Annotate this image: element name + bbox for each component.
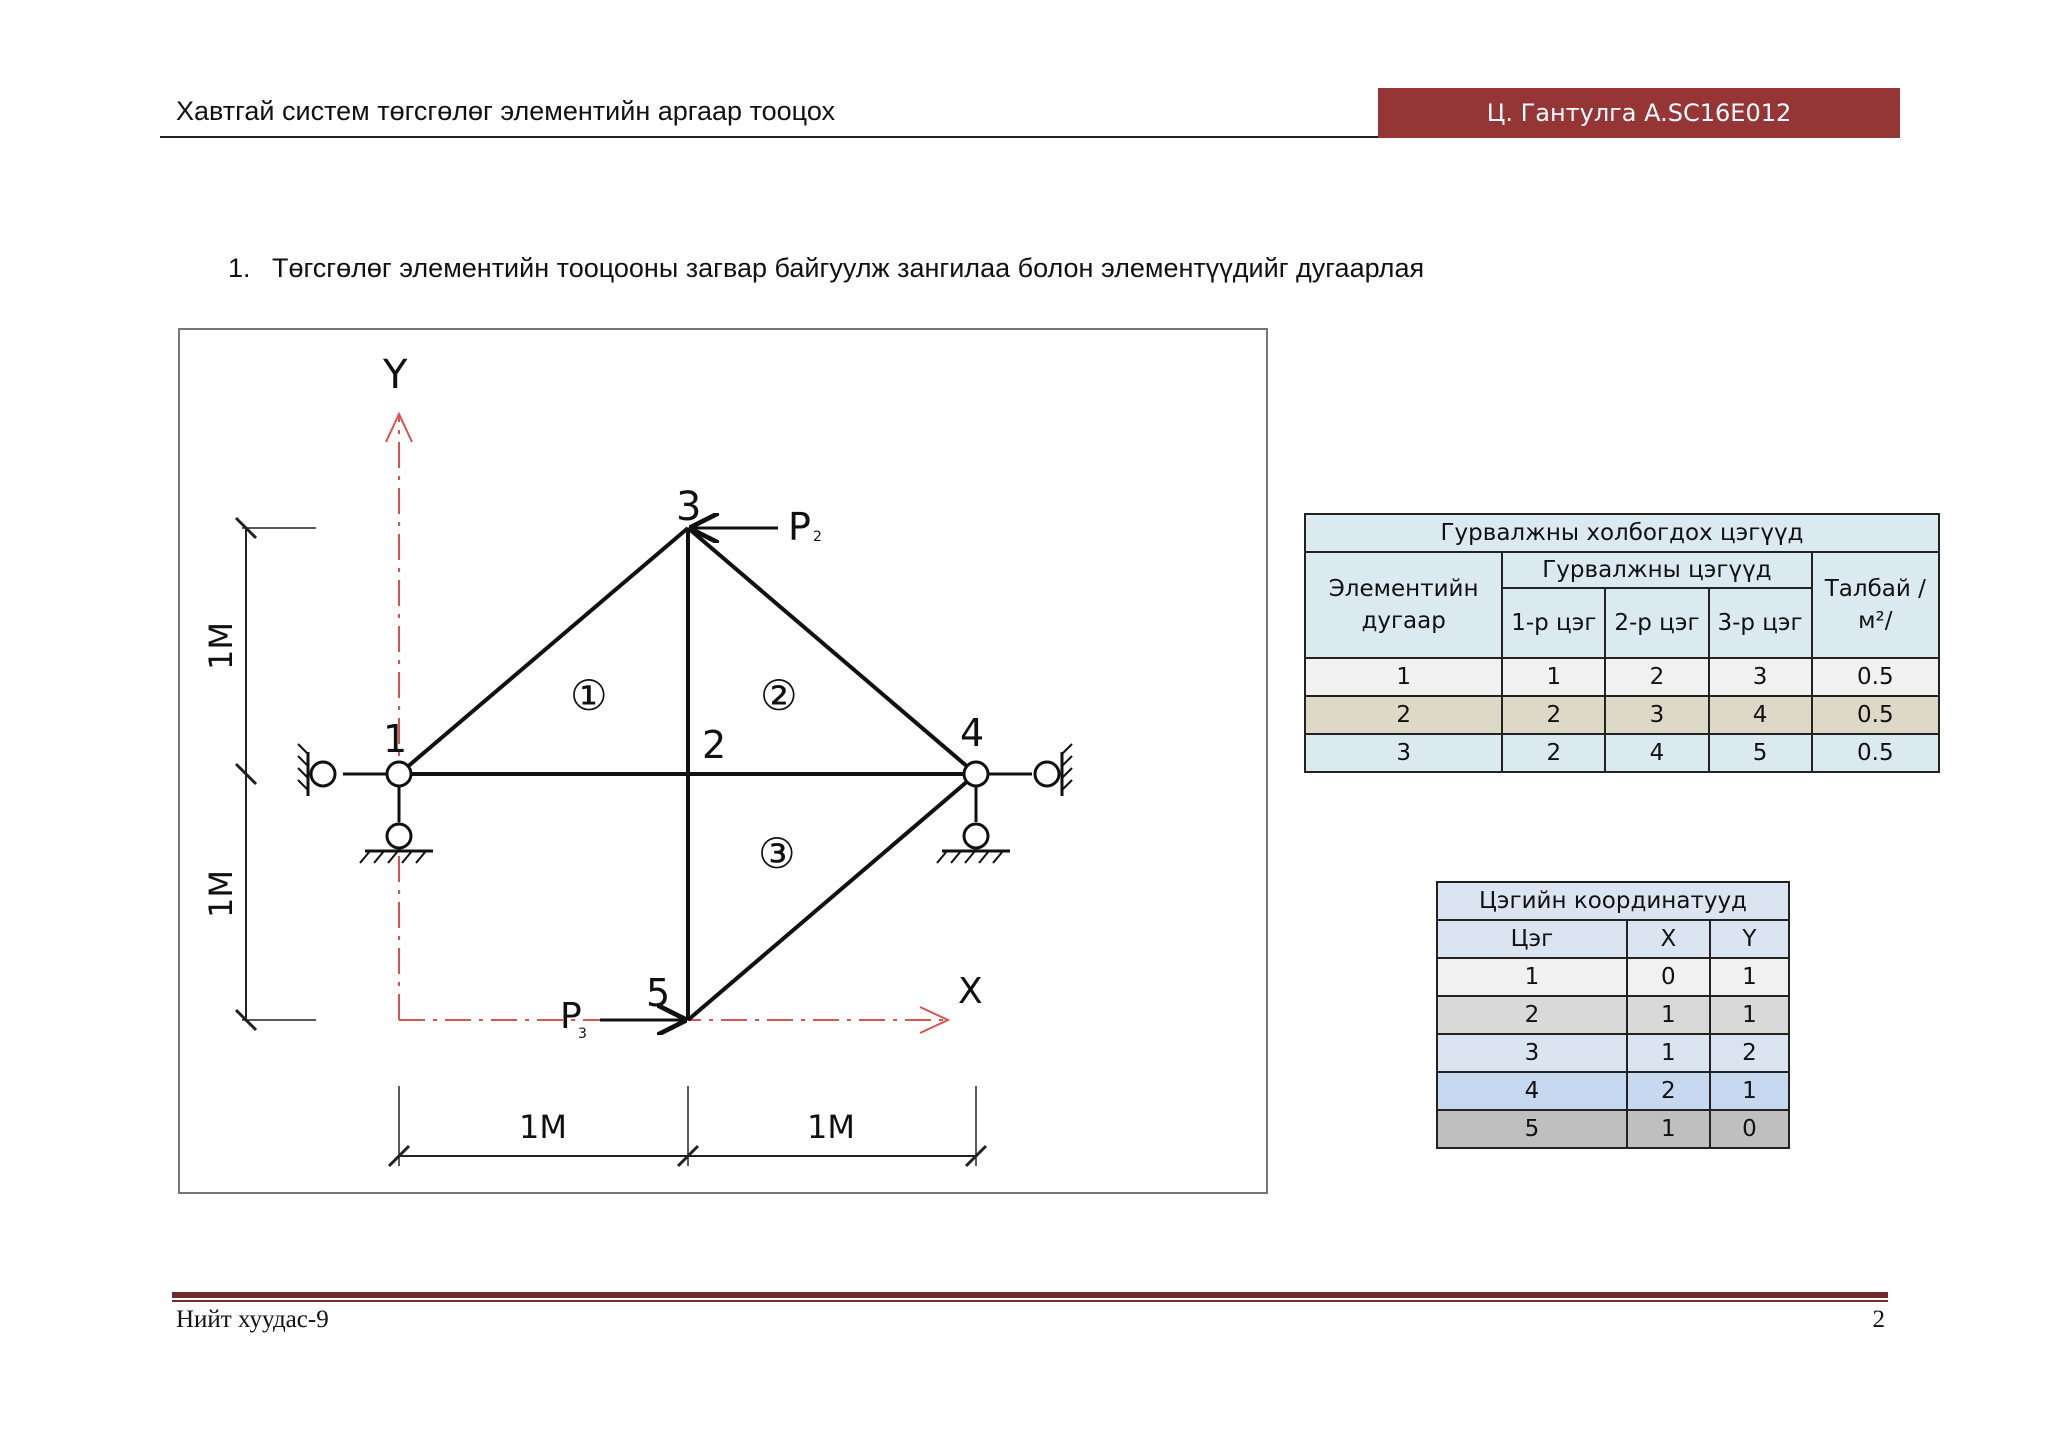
load-p2-subscript: 2 bbox=[813, 529, 822, 545]
table-cell: 2 bbox=[1305, 696, 1502, 734]
element-connectivity-table bbox=[1304, 513, 1940, 773]
col-header-point-2: 2-р цэг bbox=[1605, 588, 1708, 658]
node-3-label: 3 bbox=[676, 484, 702, 530]
hatch bbox=[951, 851, 961, 863]
table-cell: 2 bbox=[1502, 696, 1605, 734]
table-cell: 5 bbox=[1709, 734, 1812, 772]
table-cell: 3 bbox=[1709, 658, 1812, 696]
support-pin-icon bbox=[964, 824, 988, 848]
table-row bbox=[1305, 658, 1939, 696]
table-cell: 2 bbox=[1627, 1072, 1710, 1110]
element-2-label: ② bbox=[760, 671, 798, 720]
truss-diagram bbox=[180, 330, 1266, 1192]
table-cell: 1 bbox=[1305, 658, 1502, 696]
hatch bbox=[937, 851, 947, 863]
footer-divider-thin bbox=[172, 1300, 1888, 1302]
table-cell: 1 bbox=[1627, 996, 1710, 1034]
col-header-element: Элементийн дугаар bbox=[1305, 552, 1502, 658]
hatch bbox=[402, 851, 412, 863]
dim-horizontal-left-label: 1M bbox=[519, 1108, 567, 1146]
node-5-label: 5 bbox=[646, 971, 671, 1015]
dim-horizontal-right-label: 1M bbox=[807, 1108, 855, 1146]
col-header-point: Цэг bbox=[1437, 920, 1627, 958]
hatch bbox=[979, 851, 989, 863]
element-3-label: ③ bbox=[758, 829, 796, 878]
table-row bbox=[1437, 1110, 1789, 1148]
support-pin-icon bbox=[311, 762, 335, 786]
table-cell: 5 bbox=[1437, 1110, 1627, 1148]
hatch bbox=[416, 851, 426, 863]
table-cell: 0 bbox=[1710, 1110, 1789, 1148]
table-cell: 0.5 bbox=[1812, 696, 1939, 734]
hatch bbox=[298, 744, 308, 754]
table-cell: 1 bbox=[1627, 1110, 1710, 1148]
task-heading bbox=[228, 253, 1424, 284]
table-cell: 2 bbox=[1605, 658, 1708, 696]
truss-figure bbox=[178, 328, 1268, 1194]
table-row bbox=[1437, 958, 1789, 996]
col-header-area: Талбай /м²/ bbox=[1812, 552, 1939, 658]
table-caption: Гурвалжны холбогдох цэгүүд bbox=[1305, 514, 1939, 552]
x-axis-label: X bbox=[958, 971, 983, 1012]
author-badge: Ц. Гантулга A.SC16E012 bbox=[1378, 88, 1900, 138]
node-1-hinge-icon bbox=[387, 762, 411, 786]
footer-divider-thick bbox=[172, 1292, 1888, 1298]
task-text: Төгсгөлөг элементийн тооцооны загвар байгуулж зангилаа болон элементүүдийг дугаарлая bbox=[272, 253, 1425, 283]
node-4-label: 4 bbox=[960, 711, 985, 755]
table-cell: 4 bbox=[1709, 696, 1812, 734]
dim-vertical-bottom-label: 1M bbox=[202, 870, 240, 918]
col-header-point-3: 3-р цэг bbox=[1709, 588, 1812, 658]
table-cell: 1 bbox=[1710, 958, 1789, 996]
table-cell: 3 bbox=[1305, 734, 1502, 772]
table-row bbox=[1437, 1034, 1789, 1072]
table-cell: 2 bbox=[1502, 734, 1605, 772]
hatch bbox=[360, 851, 370, 863]
member-1-3 bbox=[399, 528, 688, 774]
support-pin-icon bbox=[1035, 762, 1059, 786]
member-3-4 bbox=[688, 528, 976, 774]
table-cell: 1 bbox=[1710, 1072, 1789, 1110]
hatch bbox=[374, 851, 384, 863]
table-row bbox=[1437, 1072, 1789, 1110]
table-cell: 2 bbox=[1710, 1034, 1789, 1072]
node-1-label: 1 bbox=[383, 717, 408, 761]
hatch bbox=[1062, 744, 1072, 754]
col-header-x: X bbox=[1627, 920, 1710, 958]
node-2-label: 2 bbox=[702, 723, 727, 767]
hatch bbox=[388, 851, 398, 863]
table-cell: 1 bbox=[1502, 658, 1605, 696]
node-coordinates-table bbox=[1436, 881, 1790, 1149]
task-number: 1. bbox=[228, 253, 251, 283]
table-row bbox=[1305, 696, 1939, 734]
table-cell: 3 bbox=[1605, 696, 1708, 734]
table-cell: 4 bbox=[1605, 734, 1708, 772]
load-p2-label: P bbox=[788, 505, 811, 549]
dim-vertical-top-label: 1M bbox=[202, 622, 240, 670]
col-header-y: Y bbox=[1710, 920, 1789, 958]
table-cell: 2 bbox=[1437, 996, 1627, 1034]
table-row bbox=[1437, 996, 1789, 1034]
table-cell: 0.5 bbox=[1812, 658, 1939, 696]
table-cell: 1 bbox=[1710, 996, 1789, 1034]
table-caption: Цэгийн координатууд bbox=[1437, 882, 1789, 920]
table-cell: 3 bbox=[1437, 1034, 1627, 1072]
document-title: Хавтгай систем төгсгөлөг элементийн аргаар тооцох bbox=[176, 96, 836, 126]
hatch bbox=[965, 851, 975, 863]
header-divider bbox=[160, 136, 1378, 138]
col-header-point-1: 1-р цэг bbox=[1502, 588, 1605, 658]
page-number: 2 bbox=[1872, 1306, 1885, 1333]
node-4-hinge-icon bbox=[964, 762, 988, 786]
support-pin-icon bbox=[387, 824, 411, 848]
table-cell: 4 bbox=[1437, 1072, 1627, 1110]
table-cell: 1 bbox=[1627, 1034, 1710, 1072]
footer-total-pages: Нийт хуудас-9 bbox=[176, 1306, 329, 1333]
col-header-points: Гурвалжны цэгүүд bbox=[1502, 552, 1811, 588]
element-1-label: ① bbox=[570, 671, 608, 720]
member-4-5 bbox=[688, 774, 976, 1020]
load-p3-label: P bbox=[560, 996, 582, 1037]
table-cell: 1 bbox=[1437, 958, 1627, 996]
table-cell: 0 bbox=[1627, 958, 1710, 996]
table-row bbox=[1305, 734, 1939, 772]
hatch bbox=[993, 851, 1003, 863]
table-cell: 0.5 bbox=[1812, 734, 1939, 772]
load-p3-subscript: 3 bbox=[578, 1026, 587, 1042]
y-axis-label: Y bbox=[383, 352, 408, 398]
